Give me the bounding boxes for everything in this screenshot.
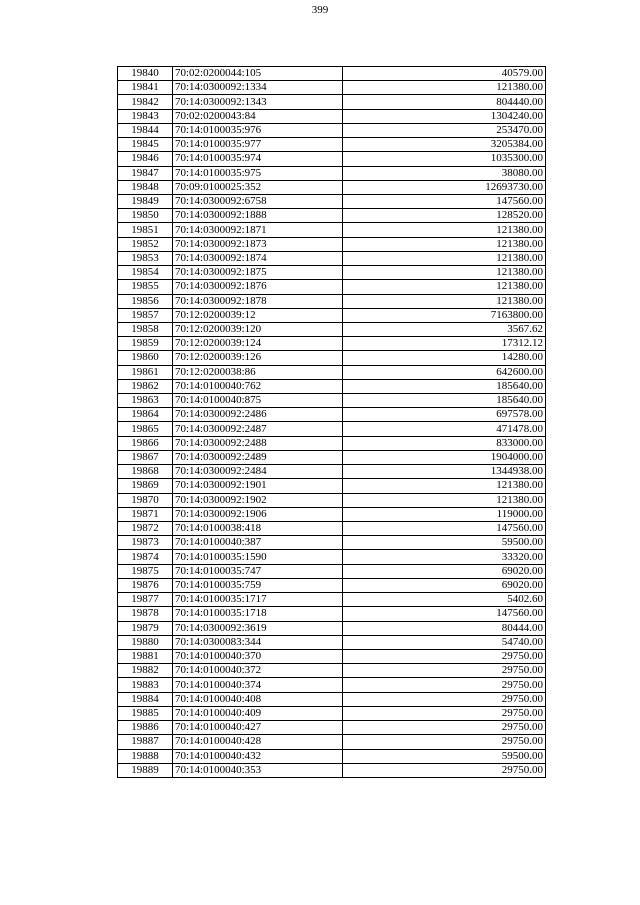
row-number-cell: 19858 bbox=[118, 322, 173, 336]
row-number-cell: 19846 bbox=[118, 152, 173, 166]
row-number-cell: 19888 bbox=[118, 749, 173, 763]
page-number: 399 bbox=[311, 4, 329, 16]
value-cell: 38080.00 bbox=[343, 166, 546, 180]
table-row bbox=[118, 678, 546, 692]
row-number-cell: 19867 bbox=[118, 450, 173, 464]
cadastral-number-cell: 70:14:0100035:974 bbox=[173, 152, 343, 166]
value-cell: 69020.00 bbox=[343, 578, 546, 592]
table-row bbox=[118, 351, 546, 365]
cadastral-number-cell: 70:02:0200044:105 bbox=[173, 67, 343, 81]
row-number-cell: 19879 bbox=[118, 621, 173, 635]
row-number-cell: 19887 bbox=[118, 735, 173, 749]
table-row bbox=[118, 621, 546, 635]
value-cell: 121380.00 bbox=[343, 251, 546, 265]
value-cell: 29750.00 bbox=[343, 678, 546, 692]
value-cell: 642600.00 bbox=[343, 365, 546, 379]
table-row bbox=[118, 322, 546, 336]
value-cell: 80444.00 bbox=[343, 621, 546, 635]
table-row bbox=[118, 266, 546, 280]
row-number-cell: 19857 bbox=[118, 308, 173, 322]
row-number-cell: 19856 bbox=[118, 294, 173, 308]
value-cell: 1035300.00 bbox=[343, 152, 546, 166]
row-number-cell: 19859 bbox=[118, 337, 173, 351]
table-row bbox=[118, 550, 546, 564]
table-row bbox=[118, 692, 546, 706]
table-row bbox=[118, 81, 546, 95]
value-cell: 697578.00 bbox=[343, 408, 546, 422]
cadastral-number-cell: 70:14:0300092:1902 bbox=[173, 493, 343, 507]
value-cell: 40579.00 bbox=[343, 67, 546, 81]
value-cell: 833000.00 bbox=[343, 436, 546, 450]
table-row bbox=[118, 479, 546, 493]
value-cell: 3567.62 bbox=[343, 322, 546, 336]
row-number-cell: 19851 bbox=[118, 223, 173, 237]
table-row bbox=[118, 422, 546, 436]
cadastral-number-cell: 70:14:0100040:427 bbox=[173, 721, 343, 735]
table-row bbox=[118, 294, 546, 308]
value-cell: 121380.00 bbox=[343, 280, 546, 294]
row-number-cell: 19841 bbox=[118, 81, 173, 95]
row-number-cell: 19876 bbox=[118, 578, 173, 592]
table-row bbox=[118, 564, 546, 578]
value-cell: 1304240.00 bbox=[343, 109, 546, 123]
row-number-cell: 19870 bbox=[118, 493, 173, 507]
table-row bbox=[118, 237, 546, 251]
row-number-cell: 19854 bbox=[118, 266, 173, 280]
value-cell: 185640.00 bbox=[343, 394, 546, 408]
value-cell: 29750.00 bbox=[343, 649, 546, 663]
row-number-cell: 19875 bbox=[118, 564, 173, 578]
table-row bbox=[118, 649, 546, 663]
row-number-cell: 19881 bbox=[118, 649, 173, 663]
value-cell: 147560.00 bbox=[343, 607, 546, 621]
registry-table-body bbox=[118, 67, 546, 778]
table-row bbox=[118, 95, 546, 109]
value-cell: 33320.00 bbox=[343, 550, 546, 564]
row-number-cell: 19850 bbox=[118, 209, 173, 223]
row-number-cell: 19843 bbox=[118, 109, 173, 123]
value-cell: 253470.00 bbox=[343, 123, 546, 137]
table-row bbox=[118, 536, 546, 550]
registry-table bbox=[117, 66, 546, 778]
table-row bbox=[118, 152, 546, 166]
row-number-cell: 19842 bbox=[118, 95, 173, 109]
table-row bbox=[118, 209, 546, 223]
cadastral-number-cell: 70:14:0100035:976 bbox=[173, 123, 343, 137]
value-cell: 69020.00 bbox=[343, 564, 546, 578]
row-number-cell: 19880 bbox=[118, 635, 173, 649]
row-number-cell: 19872 bbox=[118, 522, 173, 536]
table-row bbox=[118, 308, 546, 322]
row-number-cell: 19845 bbox=[118, 138, 173, 152]
cadastral-number-cell: 70:14:0300083:344 bbox=[173, 635, 343, 649]
cadastral-number-cell: 70:12:0200039:124 bbox=[173, 337, 343, 351]
cadastral-number-cell: 70:14:0100035:759 bbox=[173, 578, 343, 592]
value-cell: 804440.00 bbox=[343, 95, 546, 109]
cadastral-number-cell: 70:12:0200039:120 bbox=[173, 322, 343, 336]
value-cell: 29750.00 bbox=[343, 664, 546, 678]
row-number-cell: 19866 bbox=[118, 436, 173, 450]
cadastral-number-cell: 70:12:0200038:86 bbox=[173, 365, 343, 379]
row-number-cell: 19884 bbox=[118, 692, 173, 706]
cadastral-number-cell: 70:14:0100040:370 bbox=[173, 649, 343, 663]
cadastral-number-cell: 70:14:0300092:2487 bbox=[173, 422, 343, 436]
row-number-cell: 19889 bbox=[118, 763, 173, 777]
table-row bbox=[118, 493, 546, 507]
value-cell: 121380.00 bbox=[343, 266, 546, 280]
table-row bbox=[118, 450, 546, 464]
row-number-cell: 19869 bbox=[118, 479, 173, 493]
value-cell: 5402.60 bbox=[343, 593, 546, 607]
table-row bbox=[118, 365, 546, 379]
table-row bbox=[118, 522, 546, 536]
value-cell: 128520.00 bbox=[343, 209, 546, 223]
table-row bbox=[118, 507, 546, 521]
row-number-cell: 19871 bbox=[118, 507, 173, 521]
row-number-cell: 19886 bbox=[118, 721, 173, 735]
cadastral-number-cell: 70:14:0100040:409 bbox=[173, 706, 343, 720]
table-row bbox=[118, 706, 546, 720]
table-row bbox=[118, 67, 546, 81]
cadastral-number-cell: 70:14:0300092:1901 bbox=[173, 479, 343, 493]
cadastral-number-cell: 70:14:0100035:1590 bbox=[173, 550, 343, 564]
value-cell: 59500.00 bbox=[343, 749, 546, 763]
cadastral-number-cell: 70:14:0100040:372 bbox=[173, 664, 343, 678]
cadastral-number-cell: 70:14:0100040:762 bbox=[173, 379, 343, 393]
cadastral-number-cell: 70:12:0200039:126 bbox=[173, 351, 343, 365]
table-row bbox=[118, 337, 546, 351]
value-cell: 29750.00 bbox=[343, 735, 546, 749]
table-row bbox=[118, 635, 546, 649]
cadastral-number-cell: 70:14:0100040:408 bbox=[173, 692, 343, 706]
table-row bbox=[118, 436, 546, 450]
row-number-cell: 19855 bbox=[118, 280, 173, 294]
value-cell: 185640.00 bbox=[343, 379, 546, 393]
row-number-cell: 19865 bbox=[118, 422, 173, 436]
value-cell: 147560.00 bbox=[343, 194, 546, 208]
value-cell: 1904000.00 bbox=[343, 450, 546, 464]
table-row bbox=[118, 109, 546, 123]
cadastral-number-cell: 70:14:0300092:1343 bbox=[173, 95, 343, 109]
row-number-cell: 19863 bbox=[118, 394, 173, 408]
cadastral-number-cell: 70:14:0100035:977 bbox=[173, 138, 343, 152]
value-cell: 119000.00 bbox=[343, 507, 546, 521]
value-cell: 12693730.00 bbox=[343, 180, 546, 194]
table-row bbox=[118, 280, 546, 294]
cadastral-number-cell: 70:14:0300092:1871 bbox=[173, 223, 343, 237]
table-row bbox=[118, 194, 546, 208]
cadastral-number-cell: 70:14:0100040:875 bbox=[173, 394, 343, 408]
value-cell: 121380.00 bbox=[343, 294, 546, 308]
value-cell: 7163800.00 bbox=[343, 308, 546, 322]
value-cell: 14280.00 bbox=[343, 351, 546, 365]
table-row bbox=[118, 379, 546, 393]
table-row bbox=[118, 138, 546, 152]
cadastral-number-cell: 70:14:0300092:6758 bbox=[173, 194, 343, 208]
cadastral-number-cell: 70:14:0300092:1334 bbox=[173, 81, 343, 95]
table-row bbox=[118, 578, 546, 592]
row-number-cell: 19883 bbox=[118, 678, 173, 692]
row-number-cell: 19874 bbox=[118, 550, 173, 564]
value-cell: 17312.12 bbox=[343, 337, 546, 351]
table-row bbox=[118, 394, 546, 408]
cadastral-number-cell: 70:14:0300092:1875 bbox=[173, 266, 343, 280]
table-row bbox=[118, 763, 546, 777]
value-cell: 121380.00 bbox=[343, 479, 546, 493]
cadastral-number-cell: 70:14:0100040:428 bbox=[173, 735, 343, 749]
row-number-cell: 19868 bbox=[118, 465, 173, 479]
cadastral-number-cell: 70:14:0300092:1888 bbox=[173, 209, 343, 223]
cadastral-number-cell: 70:14:0100040:432 bbox=[173, 749, 343, 763]
cadastral-number-cell: 70:14:0100035:975 bbox=[173, 166, 343, 180]
table-row bbox=[118, 408, 546, 422]
value-cell: 59500.00 bbox=[343, 536, 546, 550]
cadastral-number-cell: 70:14:0300092:2486 bbox=[173, 408, 343, 422]
row-number-cell: 19849 bbox=[118, 194, 173, 208]
value-cell: 29750.00 bbox=[343, 706, 546, 720]
row-number-cell: 19844 bbox=[118, 123, 173, 137]
value-cell: 29750.00 bbox=[343, 721, 546, 735]
cadastral-number-cell: 70:14:0300092:1874 bbox=[173, 251, 343, 265]
value-cell: 147560.00 bbox=[343, 522, 546, 536]
cadastral-number-cell: 70:09:0100025:352 bbox=[173, 180, 343, 194]
value-cell: 29750.00 bbox=[343, 763, 546, 777]
table-row bbox=[118, 721, 546, 735]
cadastral-number-cell: 70:14:0100038:418 bbox=[173, 522, 343, 536]
table-row bbox=[118, 593, 546, 607]
value-cell: 54740.00 bbox=[343, 635, 546, 649]
value-cell: 1344938.00 bbox=[343, 465, 546, 479]
cadastral-number-cell: 70:14:0300092:2488 bbox=[173, 436, 343, 450]
value-cell: 471478.00 bbox=[343, 422, 546, 436]
cadastral-number-cell: 70:14:0300092:1878 bbox=[173, 294, 343, 308]
row-number-cell: 19878 bbox=[118, 607, 173, 621]
row-number-cell: 19852 bbox=[118, 237, 173, 251]
cadastral-number-cell: 70:12:0200039:12 bbox=[173, 308, 343, 322]
table-row bbox=[118, 465, 546, 479]
cadastral-number-cell: 70:14:0300092:1876 bbox=[173, 280, 343, 294]
value-cell: 121380.00 bbox=[343, 493, 546, 507]
row-number-cell: 19848 bbox=[118, 180, 173, 194]
table-row bbox=[118, 123, 546, 137]
table-row bbox=[118, 749, 546, 763]
cadastral-number-cell: 70:14:0100035:1718 bbox=[173, 607, 343, 621]
table-row bbox=[118, 251, 546, 265]
row-number-cell: 19840 bbox=[118, 67, 173, 81]
row-number-cell: 19864 bbox=[118, 408, 173, 422]
row-number-cell: 19860 bbox=[118, 351, 173, 365]
value-cell: 29750.00 bbox=[343, 692, 546, 706]
value-cell: 121380.00 bbox=[343, 223, 546, 237]
row-number-cell: 19861 bbox=[118, 365, 173, 379]
row-number-cell: 19847 bbox=[118, 166, 173, 180]
cadastral-number-cell: 70:14:0300092:1873 bbox=[173, 237, 343, 251]
cadastral-number-cell: 70:14:0300092:1906 bbox=[173, 507, 343, 521]
table-row bbox=[118, 607, 546, 621]
row-number-cell: 19862 bbox=[118, 379, 173, 393]
value-cell: 121380.00 bbox=[343, 237, 546, 251]
cadastral-number-cell: 70:14:0100035:1717 bbox=[173, 593, 343, 607]
table-row bbox=[118, 664, 546, 678]
row-number-cell: 19877 bbox=[118, 593, 173, 607]
cadastral-number-cell: 70:14:0100040:353 bbox=[173, 763, 343, 777]
row-number-cell: 19873 bbox=[118, 536, 173, 550]
row-number-cell: 19853 bbox=[118, 251, 173, 265]
cadastral-number-cell: 70:02:0200043:84 bbox=[173, 109, 343, 123]
row-number-cell: 19885 bbox=[118, 706, 173, 720]
cadastral-number-cell: 70:14:0300092:3619 bbox=[173, 621, 343, 635]
cadastral-number-cell: 70:14:0300092:2489 bbox=[173, 450, 343, 464]
cadastral-number-cell: 70:14:0100035:747 bbox=[173, 564, 343, 578]
table-row bbox=[118, 180, 546, 194]
table-row bbox=[118, 223, 546, 237]
cadastral-number-cell: 70:14:0100040:387 bbox=[173, 536, 343, 550]
table-row bbox=[118, 735, 546, 749]
table-row bbox=[118, 166, 546, 180]
cadastral-number-cell: 70:14:0100040:374 bbox=[173, 678, 343, 692]
row-number-cell: 19882 bbox=[118, 664, 173, 678]
cadastral-number-cell: 70:14:0300092:2484 bbox=[173, 465, 343, 479]
value-cell: 121380.00 bbox=[343, 81, 546, 95]
value-cell: 3205384.00 bbox=[343, 138, 546, 152]
